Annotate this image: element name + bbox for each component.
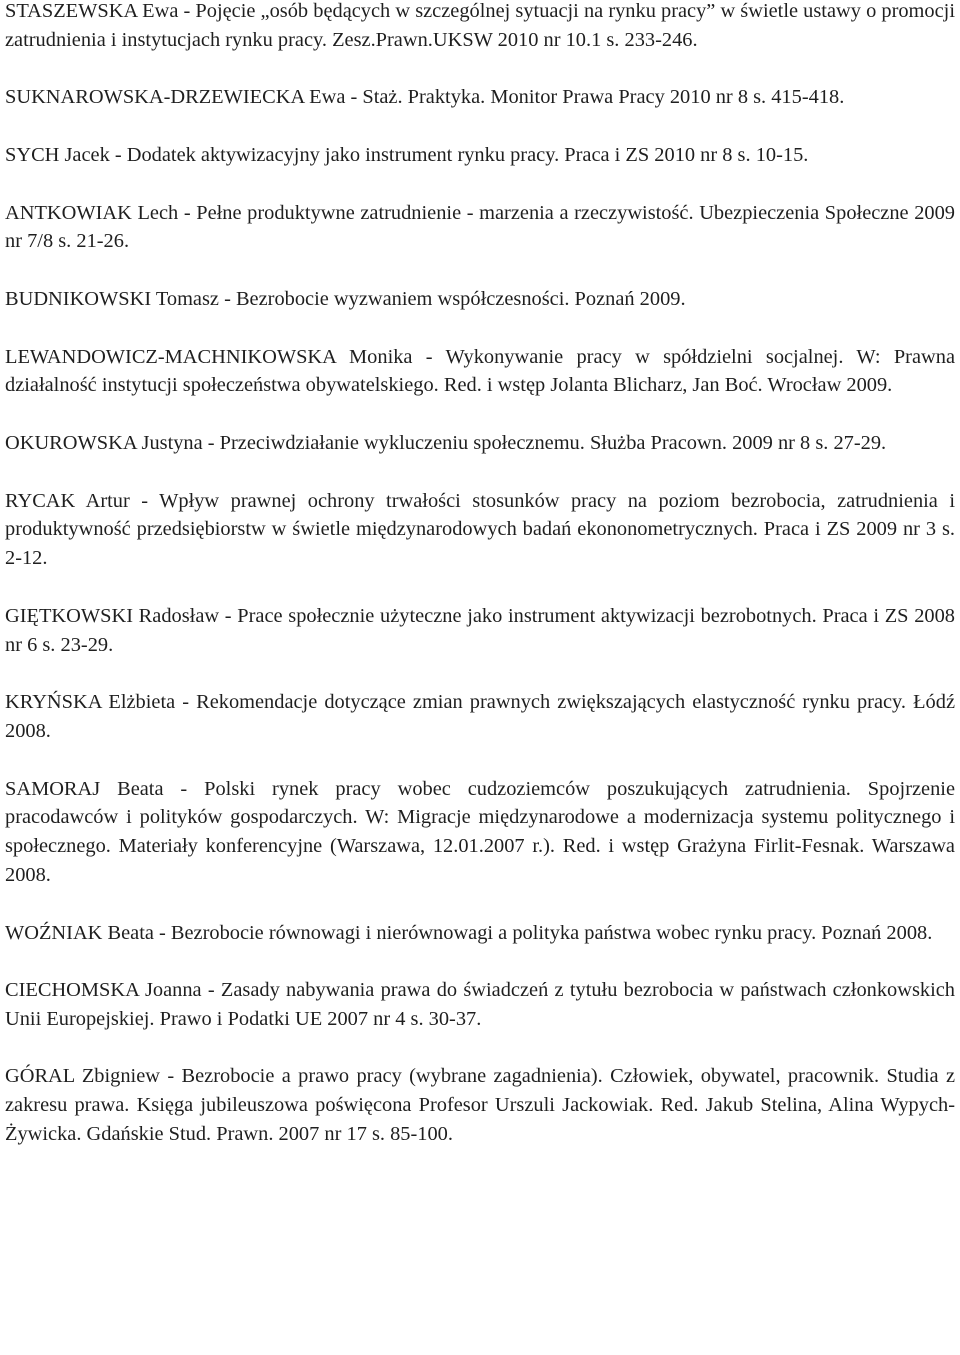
bibliography-entry: OKUROWSKA Justyna - Przeciwdziałanie wykluczeniu społecznemu. Służba Pracown. 2009 nr 8 s. 27-29. [5,431,887,454]
bibliography-entry: LEWANDOWICZ-MACHNIKOWSKA Monika - Wykonywanie pracy w spółdzielni socjalnej. W: Prawna działalność instytucji społeczeństwa obywatelskiego. Red. i wstęp Jolanta Blicharz, Jan Boć. Wrocław 2009. [5,345,955,397]
bibliography-entry: GÓRAL Zbigniew - Bezrobocie a prawo pracy (wybrane zagadnienia). Człowiek, obywatel, pracownik. Studia z zakresu prawa. Księga jubileuszowa poświęcona Profesor Urszuli Jackowiak. Red. Jakub Stelina, Alina Wypych-Żywicka. Gdańskie Stud. Prawn. 2007 nr 17 s. 85-100. [5,1065,955,1146]
bibliography-entry: SAMORAJ Beata - Polski rynek pracy wobec cudzoziemców poszukujących zatrudnienia. Spojrzenie pracodawców i polityków gospodarczych. W: Migracje międzynarodowe a modernizacja systemu politycznego i społecznego. Materiały konferencyjne (Warszawa, 12.01.2007 r.). Red. i wstęp Grażyna Firlit-Fesnak. Warszawa 2008. [5,777,955,886]
bibliography-entry: CIECHOMSKA Joanna - Zasady nabywania prawa do świadczeń z tytułu bezrobocia w państwach członkowskich Unii Europejskiej. Prawo i Podatki UE 2007 nr 4 s. 30-37. [5,979,955,1030]
bibliography-entry: WOŹNIAK Beata - Bezrobocie równowagi i nierównowagi a polityka państwa wobec rynku pracy. Poznań 2008. [5,921,933,944]
bibliography-entry: BUDNIKOWSKI Tomasz - Bezrobocie wyzwaniem współczesności. Poznań 2009. [5,287,686,310]
bibliography-entry: SYCH Jacek - Dodatek aktywizacyjny jako instrument rynku pracy. Praca i ZS 2010 nr 8 s. 10-15. [5,143,809,166]
bibliography-page [5,0,955,1178]
bibliography-entry: KRYŃSKA Elżbieta - Rekomendacje dotyczące zmian prawnych zwiększających elastyczność rynku pracy. Łódź 2008. [5,691,955,742]
bibliography-entry: ANTKOWIAK Lech - Pełne produktywne zatrudnienie - marzenia a rzeczywistość. Ubezpieczenia Społeczne 2009 nr 7/8 s. 21-26. [5,201,955,253]
bibliography-entry: RYCAK Artur - Wpływ prawnej ochrony trwałości stosunków pracy na poziom bezrobocia, zatrudnienia i produktywność przedsiębiorstw w świetle międzynarodowych badań ekononometrycznych. Praca i ZS 2009 nr 3 s. 2-12. [5,489,955,570]
bibliography-entry: GIĘTKOWSKI Radosław - Prace społecznie użyteczne jako instrument aktywizacji bezrobotnych. Praca i ZS 2008 nr 6 s. 23-29. [5,604,955,656]
bibliography-entry: SUKNAROWSKA-DRZEWIECKA Ewa - Staż. Praktyka. Monitor Prawa Pracy 2010 nr 8 s. 415-418. [5,86,845,109]
bibliography-entry: STASZEWSKA Ewa - Pojęcie „osób będących w szczególnej sytuacji na rynku pracy” w świetle ustawy o promocji zatrudnienia i instytucjach rynku pracy. Zesz.Prawn.UKSW 2010 nr 10.1 s. 233-246. [5,0,955,51]
